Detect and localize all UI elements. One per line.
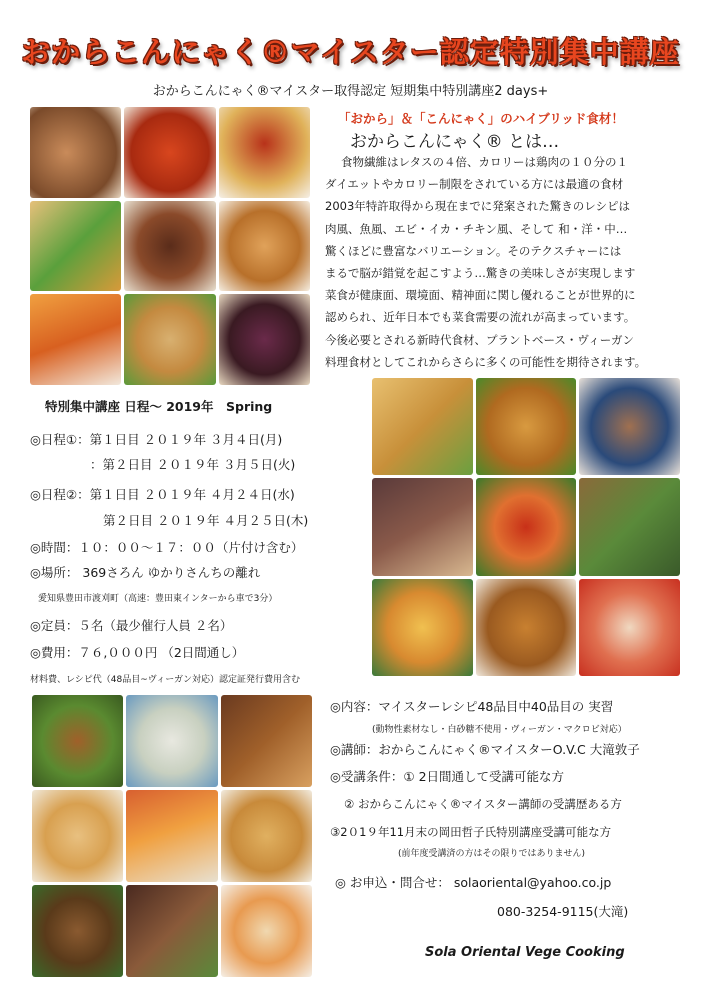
schedule-heading: 特別集中講座 日程～ 2019年 Spring xyxy=(45,399,273,414)
tagline: 「おから」＆「こんにゃく」のハイブリッド食材！ xyxy=(338,111,624,126)
schedule-line: ◎時間：１０：００～１７：００（片付け含む） xyxy=(30,540,304,555)
schedule-line: ：第２日目 ２０１９年 ３月５日(火) xyxy=(90,457,296,472)
course-content: ◎内容：マイスターレシピ48品目中40品目の 実習 xyxy=(330,699,614,714)
food-photo xyxy=(124,107,215,198)
food-photo xyxy=(124,294,215,385)
fee-note: 材料費、レシピ代（48品目~ヴィーガン対応）認定証発行費用含む xyxy=(30,675,301,685)
venue-line: ◎場所： 369さろん ゆかりさんちの離れ xyxy=(30,565,261,580)
food-photo xyxy=(476,478,577,575)
food-photo xyxy=(126,790,217,882)
food-photo xyxy=(476,378,577,475)
page-subtitle: おからこんにゃく®マイスター取得認定 短期集中特別講座2 days+ xyxy=(152,84,549,99)
food-photo xyxy=(476,579,577,676)
food-photo-collage-top-left xyxy=(30,107,310,385)
intro-line: 2003年特許取得から現在までに発案された驚きのレシピは xyxy=(325,199,630,214)
condition-3-line: ③2０1９年11月末の岡田哲子氏特別講座受講可能な方 xyxy=(330,825,612,839)
food-photo xyxy=(372,378,473,475)
schedule-line: 第２日目 ２０１９年 ４月２５日(木) xyxy=(103,513,309,528)
food-photo xyxy=(221,885,312,977)
intro-line: 今後必要とされる新時代食材、プラントベース・ヴィーガン xyxy=(325,332,635,347)
footer-brand: Sola Oriental Vege Cooking xyxy=(425,945,625,960)
intro-line: 食物繊維はレタスの４倍、カロリーは鶏肉の１０分の１ xyxy=(341,155,629,169)
venue-address: 愛知県豊田市渡刈町（高速：豊田東インターから車で3分） xyxy=(38,594,278,604)
food-photo xyxy=(126,885,217,977)
intro-line: 驚くほどに豊富なバリエーション。そのテクスチャーには xyxy=(325,243,622,258)
schedule-line: ◎日程②：第１日目 ２０１９年 ４月２４日(水) xyxy=(30,487,295,502)
fee-line: ◎費用：７６,０００円 （2日間通し） xyxy=(30,645,245,660)
contact-phone: 080-3254-9115(大滝) xyxy=(497,904,629,919)
intro-line: 菜食が健康面、環境面、精神面に関し優れることが世界的に xyxy=(325,288,636,303)
food-photo-collage-right xyxy=(372,378,680,676)
capacity-line: ◎定員：５名（最少催行人員 ２名） xyxy=(30,618,233,633)
food-photo xyxy=(219,107,310,198)
food-photo xyxy=(124,201,215,292)
food-photo xyxy=(30,294,121,385)
condition-3-note: (前年度受講済の方はその限りではありません) xyxy=(398,849,586,859)
intro-line: 料理食材としてこれからさらに多くの可能性を期待されます。 xyxy=(325,354,647,369)
conditions-line: ◎受講条件：① 2日間通して受講可能な方 xyxy=(330,769,565,784)
food-photo xyxy=(32,695,123,787)
intro-line: 認められ、近年日本でも菜食需要の流れが高まっています。 xyxy=(325,310,636,325)
page-title: おからこんにゃく®マイスター認定特別集中講座 xyxy=(21,35,680,69)
intro-line: まるで脳が錯覚を起こすよう…驚きの美味しさが実現します xyxy=(325,266,636,281)
about-heading: おからこんにゃく® とは… xyxy=(350,132,560,152)
food-photo xyxy=(32,885,123,977)
food-photo xyxy=(579,378,680,475)
food-photo xyxy=(579,478,680,575)
food-photo xyxy=(30,107,121,198)
condition-2-line: ② おからこんにゃく®マイスター講師の受講歴ある方 xyxy=(344,797,622,811)
food-photo-collage-bottom-left xyxy=(32,695,312,977)
intro-line: ダイエットやカロリー制限をされている方には最適の食材 xyxy=(325,177,624,192)
instructor-line: ◎講師：おからこんにゃく®マイスターO.V.C 大滝敦子 xyxy=(330,742,640,757)
food-photo xyxy=(219,201,310,292)
schedule-line: ◎日程①：第１日目 ２０１９年 ３月４日(月) xyxy=(30,432,283,447)
food-photo xyxy=(219,294,310,385)
food-photo xyxy=(372,579,473,676)
contact-line: ◎ お申込・問合せ： solaoriental@yahoo.co.jp xyxy=(335,875,612,890)
intro-line: 肉風、魚風、エビ・イカ・チキン風、そして 和・洋・中… xyxy=(325,221,628,236)
food-photo xyxy=(372,478,473,575)
intro-text xyxy=(325,151,695,373)
course-content-note: (動物性素材なし・白砂糖不使用・ヴィーガン・マクロビ対応） xyxy=(372,725,627,735)
food-photo xyxy=(579,579,680,676)
food-photo xyxy=(32,790,123,882)
food-photo xyxy=(30,201,121,292)
food-photo xyxy=(126,695,217,787)
food-photo xyxy=(221,695,312,787)
food-photo xyxy=(221,790,312,882)
